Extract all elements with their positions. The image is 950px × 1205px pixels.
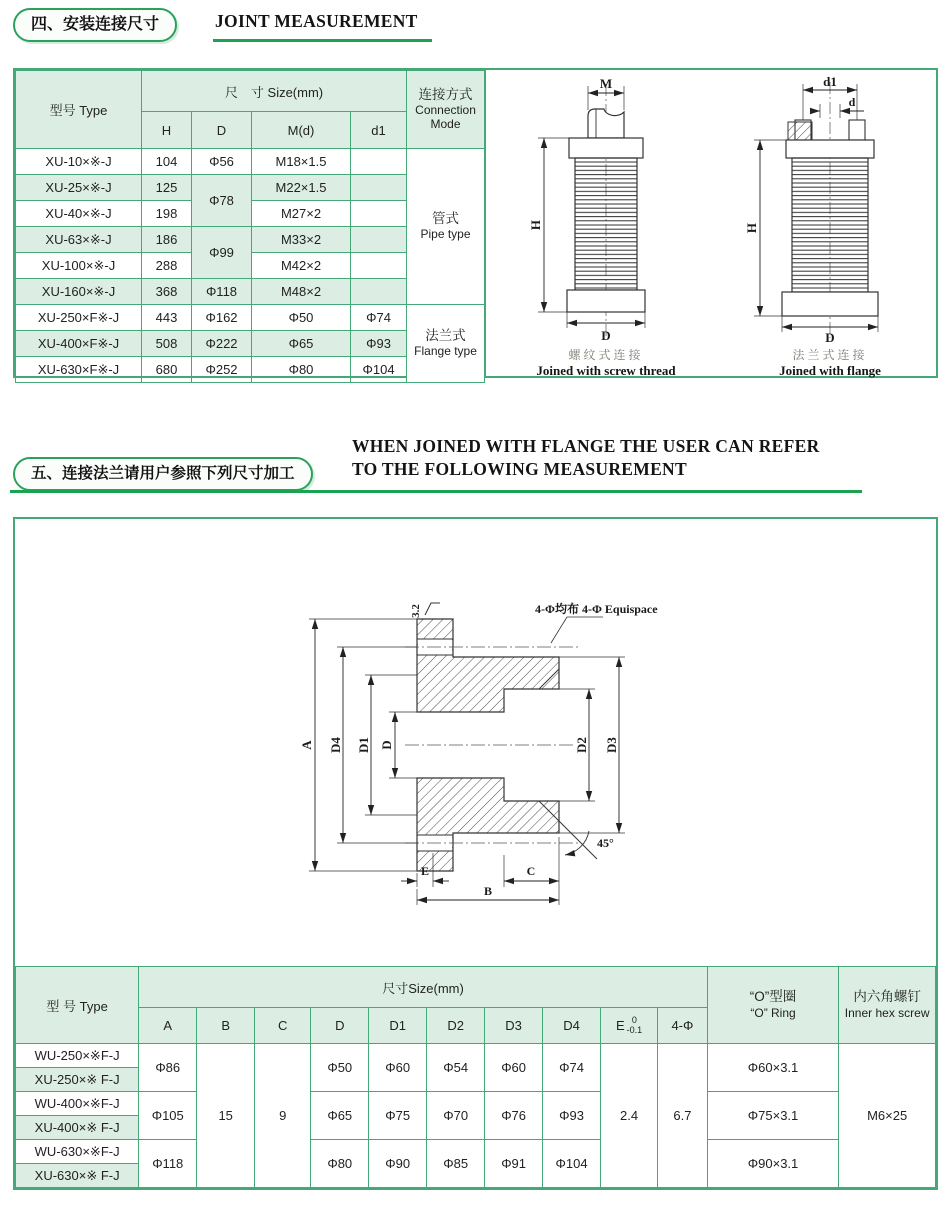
t1-cell-h: 680	[142, 357, 192, 383]
t2-cell-b: 15	[197, 1044, 255, 1188]
t1-cell-h: 443	[142, 305, 192, 331]
table-row	[16, 305, 485, 331]
t2-cell-phi: 6.7	[658, 1044, 708, 1188]
screw-filter-figure	[508, 76, 704, 379]
table-row	[16, 149, 485, 175]
t2-col-e-tol-top: 0	[631, 1014, 637, 1025]
t1-cell-d1	[351, 175, 407, 201]
t1-cell-h: 104	[142, 149, 192, 175]
t1-cell-d: Φ118	[192, 279, 252, 305]
t2-col-d4: D4	[543, 1008, 601, 1044]
t2-cell-oring: Φ90×3.1	[707, 1140, 839, 1188]
dim-label-d: d	[848, 95, 856, 109]
t1-cell-h: 288	[142, 253, 192, 279]
t1-cell-d: Φ78	[192, 175, 252, 227]
section4-pill-label: 四、安装连接尺寸	[31, 16, 160, 33]
t2-col-c: C	[255, 1008, 311, 1044]
t1-cell-d1: Φ74	[351, 305, 407, 331]
dim-label-a: A	[299, 740, 314, 750]
t2-cell-d3: Φ76	[485, 1092, 543, 1140]
dim-label-d1: d1	[823, 76, 837, 89]
t1-col-d: D	[192, 112, 252, 149]
screw-filter-caption-en: Joined with screw thread	[536, 363, 676, 378]
t2-cell-d1: Φ90	[369, 1140, 427, 1188]
t2-cell-hex: M6×25	[839, 1044, 936, 1188]
t2-cell-type: XU-250×※ F-J	[16, 1068, 139, 1092]
dim-label-c: C	[526, 864, 536, 878]
flange-filter-drawing	[724, 76, 936, 344]
t2-cell-d1: Φ75	[369, 1092, 427, 1140]
t1-cell-m: Φ80	[252, 357, 351, 383]
t2-type-header: 型 号 Type	[16, 967, 139, 1044]
t1-cell-d1	[351, 227, 407, 253]
t1-connection-header-en: Connection Mode	[415, 103, 476, 131]
flange-filter-caption	[724, 346, 936, 379]
section4-title: JOINT MEASUREMENT	[215, 11, 418, 31]
dim-label-dd: D	[825, 330, 835, 344]
table-row	[16, 1092, 936, 1116]
t2-cell-d: Φ50	[311, 1044, 369, 1092]
t2-cell-a: Φ86	[139, 1044, 197, 1092]
equispace-label: 4-Φ均布 4-Φ Equispace	[535, 602, 658, 616]
pipe-type-zh: 管式	[432, 210, 460, 226]
t1-connection-header	[407, 71, 485, 149]
t2-cell-a: Φ118	[139, 1140, 197, 1188]
t2-hex-header-zh: 内六角螺钉	[853, 989, 921, 1005]
roughness-label: 3.2	[410, 604, 422, 618]
t1-cell-h: 125	[142, 175, 192, 201]
dim-label-d1: D1	[356, 737, 371, 753]
t2-cell-oring: Φ60×3.1	[707, 1044, 839, 1092]
dim-label-m: M	[599, 76, 613, 91]
t2-cell-d: Φ65	[311, 1092, 369, 1140]
t2-cell-type: WU-400×※F-J	[16, 1092, 139, 1116]
t1-cell-d: Φ56	[192, 149, 252, 175]
t2-cell-type: XU-630×※ F-J	[16, 1164, 139, 1188]
t2-cell-type: WU-250×※F-J	[16, 1044, 139, 1068]
flange-table	[15, 966, 936, 1188]
t1-cell-m: M27×2	[252, 201, 351, 227]
t2-col-d3: D3	[485, 1008, 543, 1044]
t2-cell-type: XU-400×※ F-J	[16, 1116, 139, 1140]
section5-pill	[13, 457, 313, 491]
t1-pipe-type-cell	[407, 149, 485, 305]
t1-cell-d1	[351, 279, 407, 305]
t1-col-h: H	[142, 112, 192, 149]
dim-label-d: D	[379, 740, 394, 750]
t1-cell-m: M33×2	[252, 227, 351, 253]
t1-cell-d: Φ252	[192, 357, 252, 383]
t2-cell-a: Φ105	[139, 1092, 197, 1140]
t2-col-e	[601, 1008, 658, 1044]
screw-filter-drawing	[508, 76, 704, 344]
dim-label-e: E	[420, 864, 430, 878]
t1-col-m: M(d)	[252, 112, 351, 149]
t1-cell-d1	[351, 201, 407, 227]
t1-cell-d: Φ162	[192, 305, 252, 331]
dim-label-h: H	[744, 222, 760, 234]
t1-cell-m: M42×2	[252, 253, 351, 279]
t1-cell-d1: Φ93	[351, 331, 407, 357]
t1-cell-m: M22×1.5	[252, 175, 351, 201]
section4-underline	[213, 39, 432, 42]
angle-label: 45°	[597, 836, 614, 850]
t2-hex-header-en: Inner hex screw	[844, 1005, 930, 1020]
t2-oring-header	[707, 967, 839, 1044]
t1-cell-h: 186	[142, 227, 192, 253]
t1-connection-header-zh: 连接方式	[418, 87, 473, 103]
t1-cell-m: Φ65	[252, 331, 351, 357]
flange-section-drawing	[267, 597, 707, 907]
t1-cell-d: Φ99	[192, 227, 252, 279]
t1-cell-type: XU-40×※-J	[16, 201, 142, 227]
section4-pill	[13, 8, 177, 42]
t2-cell-d2: Φ70	[427, 1092, 485, 1140]
t1-cell-type: XU-100×※-J	[16, 253, 142, 279]
flange-filter-caption-en: Joined with flange	[779, 363, 881, 378]
t2-cell-d2: Φ54	[427, 1044, 485, 1092]
dim-label-h: H	[528, 219, 544, 231]
dim-label-d4: D4	[328, 737, 343, 753]
t1-cell-h: 368	[142, 279, 192, 305]
flange-type-en: Flange type	[414, 344, 477, 359]
t1-cell-d1	[351, 253, 407, 279]
t1-type-header: 型号 Type	[16, 71, 142, 149]
t2-size-header: 尺寸Size(mm)	[139, 967, 707, 1008]
t1-cell-type: XU-25×※-J	[16, 175, 142, 201]
flange-type-zh: 法兰式	[425, 327, 466, 343]
t1-cell-type: XU-63×※-J	[16, 227, 142, 253]
t2-oring-header-en: “O” Ring	[750, 1005, 796, 1020]
flange-filter-figure	[724, 76, 936, 379]
t1-cell-type: XU-400×F※-J	[16, 331, 142, 357]
section5-pill-label: 五、连接法兰请用户参照下列尺寸加工	[31, 465, 295, 482]
t1-size-header: 尺 寸 Size(mm)	[142, 71, 407, 112]
t2-col-d1: D1	[369, 1008, 427, 1044]
t1-cell-m: M18×1.5	[252, 149, 351, 175]
t1-cell-m: M48×2	[252, 279, 351, 305]
joint-measurement-panel	[13, 68, 938, 378]
filter-drawings-panel	[485, 70, 936, 376]
dim-label-d3: D3	[604, 737, 619, 753]
screw-filter-caption-zh: 螺纹式连接	[568, 348, 644, 362]
table-row	[16, 1140, 936, 1164]
t2-hex-header	[839, 967, 936, 1044]
flange-section-figure	[267, 597, 707, 912]
t1-cell-d1	[351, 149, 407, 175]
dim-label-d2: D2	[574, 737, 589, 753]
t1-cell-h: 508	[142, 331, 192, 357]
t1-flange-type-cell	[407, 305, 485, 383]
table-row	[16, 1044, 936, 1068]
t2-cell-d2: Φ85	[427, 1140, 485, 1188]
t2-cell-c: 9	[255, 1044, 311, 1188]
flange-filter-caption-zh: 法兰式连接	[792, 348, 868, 362]
t2-cell-d4: Φ104	[543, 1140, 601, 1188]
t2-col-d2: D2	[427, 1008, 485, 1044]
t2-cell-d4: Φ93	[543, 1092, 601, 1140]
t1-cell-h: 198	[142, 201, 192, 227]
t2-col-phi: 4-Φ	[658, 1008, 708, 1044]
t2-cell-oring: Φ75×3.1	[707, 1092, 839, 1140]
t1-cell-m: Φ50	[252, 305, 351, 331]
t2-cell-d1: Φ60	[369, 1044, 427, 1092]
pipe-type-en: Pipe type	[420, 227, 471, 242]
t2-col-e-tol-bottom: -0.1	[626, 1024, 643, 1035]
screw-filter-caption	[508, 346, 704, 379]
t2-cell-d3: Φ60	[485, 1044, 543, 1092]
t2-cell-d3: Φ91	[485, 1140, 543, 1188]
t1-cell-type: XU-630×F※-J	[16, 357, 142, 383]
section5-underline	[10, 490, 862, 493]
t2-cell-e: 2.4	[601, 1044, 658, 1188]
t2-col-d: D	[311, 1008, 369, 1044]
dim-label-d: D	[601, 328, 611, 343]
section5-title-line1: WHEN JOINED WITH FLANGE THE USER CAN REFER	[352, 436, 820, 456]
section5-title-line2: TO THE FOLLOWING MEASUREMENT	[352, 459, 687, 479]
t1-col-d1: d1	[351, 112, 407, 149]
t1-cell-d1: Φ104	[351, 357, 407, 383]
joint-table	[15, 70, 485, 383]
flange-measurement-panel	[13, 517, 938, 1190]
t2-cell-d: Φ80	[311, 1140, 369, 1188]
t2-col-a: A	[139, 1008, 197, 1044]
dim-label-b: B	[483, 884, 493, 898]
t2-col-b: B	[197, 1008, 255, 1044]
t2-col-e-base: E	[615, 1018, 625, 1033]
t1-cell-type: XU-160×※-J	[16, 279, 142, 305]
t2-cell-d4: Φ74	[543, 1044, 601, 1092]
t1-cell-type: XU-10×※-J	[16, 149, 142, 175]
t1-cell-type: XU-250×F※-J	[16, 305, 142, 331]
t2-oring-header-zh: “O”型圈	[749, 989, 797, 1005]
t1-cell-d: Φ222	[192, 331, 252, 357]
t2-cell-type: WU-630×※F-J	[16, 1140, 139, 1164]
